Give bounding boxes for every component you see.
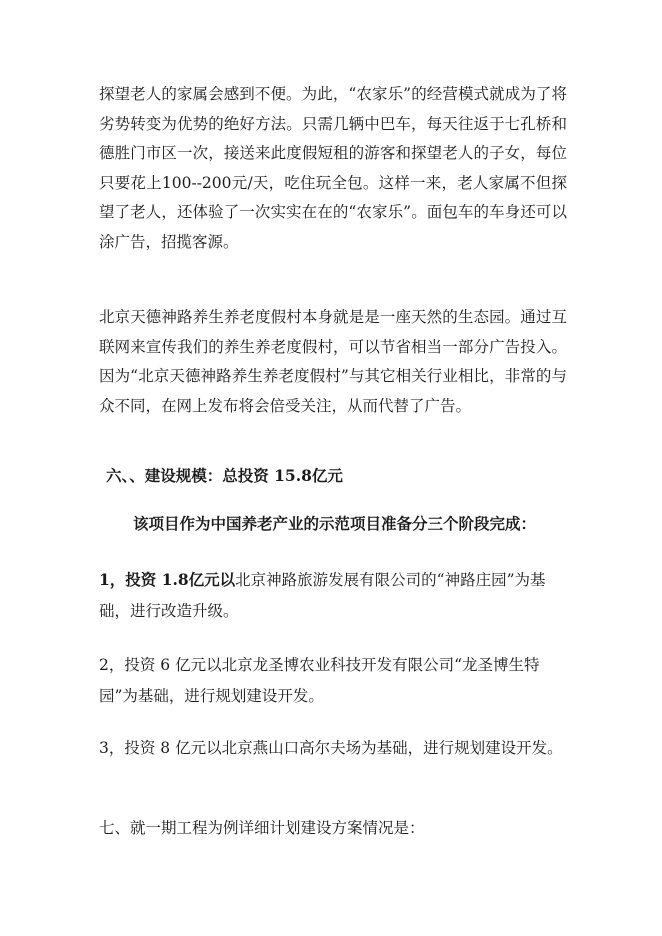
section-heading-construction-scale: 六、、建设规模：总投资 15.8亿元 [106, 466, 343, 485]
phase-item-2 [99, 650, 569, 712]
phases-intro-heading: 该项目作为中国养老产业的示范项目准备分三个阶段完成： [133, 514, 537, 533]
section-heading-phase-one-plan: 七、就一期工程为例详细计划建设方案情况是： [99, 819, 425, 837]
body-paragraph-1: 探望老人的家属会感到不便。为此，“农家乐”的经营模式就成为了将劣势转变为优势的绝好方法。只需几辆中巴车，每天往返于七孔桥和德胜门市区一次，接送来此度假短租的游客和探望老人的子女，每位只要花上100--200元/天，吃住玩全包。这样一来，老人家属不但探望了老人，还体验了一次实实在在的“农家乐”。面包车的车身还可以涂广告，招揽客源。 [99, 85, 567, 251]
body-paragraph-2: 北京天德神路养生养老度假村本身就是是一座天然的生态园。通过互联网来宣传我们的养生养老度假村，可以节省相当一部分广告投入。因为“北京天德神路养生养老度假村”与其它相关行业相比，非常的与众不同，在网上发布将会倍受关注，从而代替了广告。 [99, 308, 567, 415]
phase-item-1-lead: 1，投资 1.8亿元以 [99, 570, 236, 589]
phase-item-3 [99, 733, 569, 764]
phase-item-1 [99, 564, 569, 627]
phase-item-1-text: 北京神路旅游发展有限公司的“神路庄园”为基础，进行改造升级。 [99, 571, 546, 620]
phase-item-2-text: 2，投资 6 亿元以北京龙圣博农业科技开发有限公司“龙圣博生特园”为基础，进行规划建设开发。 [99, 656, 540, 705]
phase-item-3-text: 3，投资 8 亿元以北京燕山口高尔夫场为基础，进行规划建设开发。 [99, 739, 563, 757]
